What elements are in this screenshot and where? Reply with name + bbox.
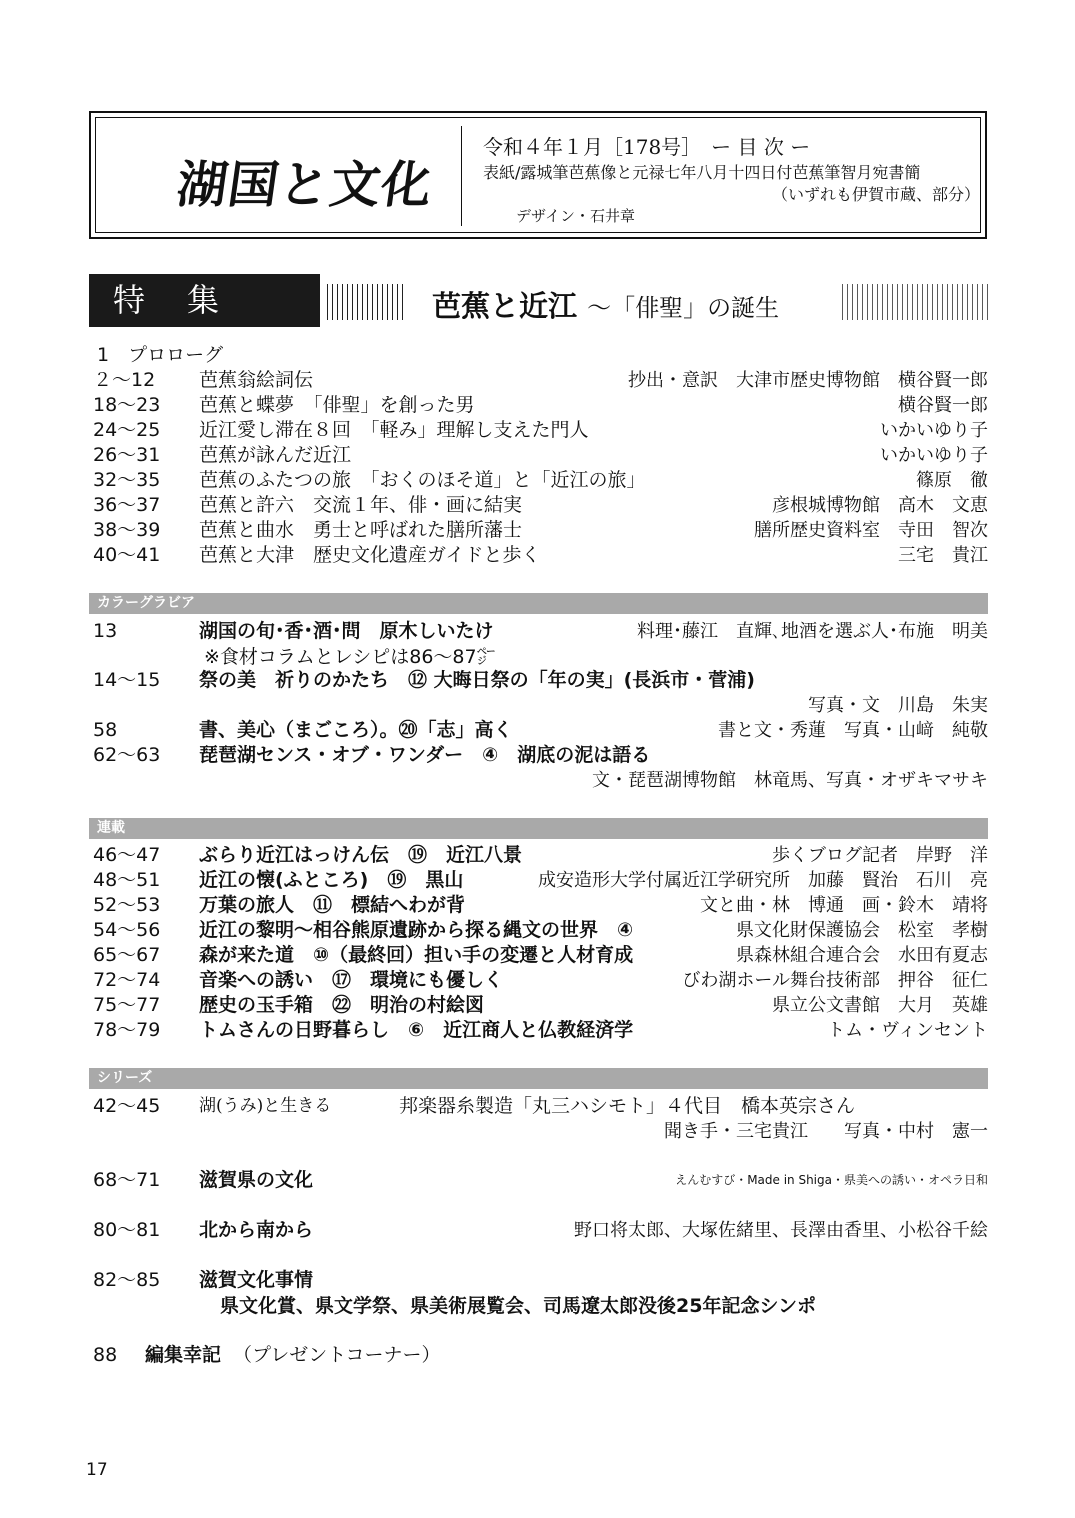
feature-title — [432, 284, 779, 325]
toc-title: 芭蕉と大津 歴史文化遺産ガイドと歩く — [199, 544, 541, 566]
toc-title: 琵琶湖センス・オブ・ワンダー ④ 湖底の泥は語る — [199, 744, 651, 766]
toc-author: 歩くブログ記者 岸野 洋 — [772, 845, 988, 866]
toc-page: 75～77 — [93, 994, 161, 1016]
toc-page: 65～67 — [93, 944, 161, 966]
toc-row[interactable] — [93, 518, 988, 543]
toc-author: トム・ヴィンセント — [827, 1020, 988, 1041]
toc-author: 聞き手・三宅貴江 写真・中村 憲一 — [664, 1121, 988, 1142]
toc-page: 1 プロローグ — [97, 344, 224, 366]
decor-stripes-right — [842, 284, 988, 320]
toc-page: 14～15 — [93, 669, 161, 691]
toc-title: 祭の美 祈りのかたち ⑫ 大晦日祭の「年の実」(長浜市・菅浦) — [199, 669, 755, 691]
toc-author: 篠原 徹 — [916, 470, 988, 491]
toc-page: 46～47 — [93, 844, 161, 866]
feature-title-main: 芭蕉と近江 — [432, 289, 578, 323]
toc-author: いかいゆり子 — [880, 420, 988, 441]
toc-page: 52～53 — [93, 894, 161, 916]
toc-author: 県森林組合連合会 水田有夏志 — [736, 945, 988, 966]
toc-row[interactable] — [93, 943, 988, 968]
toc-title: 万葉の旅人 ⑪ 標結へわが背 — [199, 894, 466, 916]
toc-title: トムさんの日野暮らし ⑥ 近江商人と仏教経済学 — [199, 1019, 634, 1041]
toc-title: 歴史の玉手箱 ㉒ 明治の村絵図 — [199, 994, 485, 1016]
toc-row[interactable] — [93, 368, 988, 393]
toc-author: びわ湖ホール舞台技術部 押谷 征仁 — [682, 970, 988, 991]
toc-title: ぶらり近江はっけん伝 ⑲ 近江八景 — [199, 844, 523, 866]
toc-title: 森が来た道 ⑩（最終回）担い手の変遷と人材育成 — [199, 944, 634, 966]
toc-page: 88 — [93, 1344, 118, 1366]
toc-page: 58 — [93, 719, 118, 741]
toc-title: 芭蕉翁絵詞伝 — [199, 369, 314, 391]
toc-page: ２～12 — [93, 369, 156, 391]
toc-row[interactable] — [93, 468, 988, 493]
toc-row[interactable] — [93, 893, 988, 918]
toc-title: 芭蕉と許六 交流１年、俳・画に結実 — [199, 494, 523, 516]
toc-page: 42～45 — [93, 1095, 161, 1117]
toc-row[interactable] — [93, 1343, 988, 1368]
toc-author: 書と文・秀蓮 写真・山﨑 純敬 — [718, 720, 988, 741]
toc-row[interactable] — [93, 1268, 988, 1293]
toc-title: 滋賀県の文化 — [199, 1169, 314, 1191]
toc-title: 書、美心（まごころ）。⑳「志」高く — [199, 719, 513, 741]
toc-author: 野口将太郎、大塚佐緒里、長澤由香里、小松谷千絵 — [574, 1220, 988, 1241]
toc-page: 82～85 — [93, 1269, 161, 1291]
toc-row[interactable] — [93, 1018, 988, 1043]
toc-page: 78～79 — [93, 1019, 161, 1041]
toc-row[interactable] — [93, 1094, 988, 1119]
toc-row[interactable] — [93, 743, 988, 768]
toc-row[interactable] — [93, 993, 988, 1018]
cover-note: （いずれも伊賀市蔵、部分） — [772, 185, 981, 204]
decor-stripes-left — [327, 284, 407, 320]
toc-row[interactable] — [93, 343, 988, 368]
toc-page: 24～25 — [93, 419, 161, 441]
section-bar-series: シリーズ — [89, 1068, 988, 1089]
toc-author: 抄出・意訳 大津市歴史博物館 横谷賢一郎 — [628, 370, 988, 391]
toc-row[interactable] — [93, 843, 988, 868]
toc-page: 80～81 — [93, 1219, 161, 1241]
toc-page: 62～63 — [93, 744, 161, 766]
toc-page: 18～23 — [93, 394, 161, 416]
toc-title: 芭蕉と蝶夢 「俳聖」を創った男 — [199, 394, 475, 416]
toc-title: 近江の懐(ふところ) ⑲ 黒山 — [199, 869, 464, 891]
toc-title: 音楽への誘い ⑰ 環境にも優しく — [199, 969, 504, 991]
toc-row[interactable] — [93, 968, 988, 993]
toc-author: 横谷賢一郎 — [898, 395, 988, 416]
toc-page: 68～71 — [93, 1169, 161, 1191]
toc-page: 38～39 — [93, 519, 161, 541]
toc-page: 72～74 — [93, 969, 161, 991]
toc-row[interactable] — [93, 393, 988, 418]
toc-author: 成安造形大学付属近江学研究所 加藤 賢治 石川 亮 — [538, 870, 988, 891]
series-name: 湖(うみ)と生きる — [199, 1096, 332, 1116]
toc-title: 湖国の旬･香･酒･問 原木しいたけ — [199, 620, 494, 642]
issue-line: 令和４年１月［178号］ ー 目 次 ー — [483, 135, 811, 159]
toc-row[interactable] — [93, 1168, 988, 1193]
toc-title: 芭蕉と曲水 勇士と呼ばれた膳所藩士 — [199, 519, 523, 541]
toc-page: 32～35 — [93, 469, 161, 491]
toc-page: 13 — [93, 620, 118, 642]
toc-title: 近江の黎明～相谷熊原遺跡から探る縄文の世界 ④ — [199, 919, 634, 941]
toc-note: ※食材コラムとレシピは86～87㌻ — [204, 646, 496, 668]
toc-author: いかいゆり子 — [880, 445, 988, 466]
toc-author: 文と曲・林 博通 画・鈴木 靖将 — [700, 895, 988, 916]
toc-author: 彦根城博物館 高木 文恵 — [772, 495, 988, 516]
toc-row[interactable] — [93, 668, 988, 693]
toc-page: 36～37 — [93, 494, 161, 516]
toc-row[interactable] — [93, 418, 988, 443]
design-credit: デザイン・石井章 — [516, 207, 635, 225]
toc-page: 54～56 — [93, 919, 161, 941]
page-number: 17 — [86, 1460, 108, 1480]
toc-author: 膳所歴史資料室 寺田 智次 — [754, 520, 988, 541]
magazine-logo: 湖国と文化 — [173, 155, 437, 214]
toc-page: 26～31 — [93, 444, 161, 466]
toc-title: 邦楽器糸製造「丸三ハシモト」４代目 橋本英宗さん — [399, 1095, 856, 1117]
toc-author: えんむすび・Made in Shiga・県美への誘い・オペラ日和 — [675, 1173, 988, 1187]
toc-row[interactable] — [93, 619, 988, 644]
header-divider — [461, 126, 462, 226]
toc-author: 文・琵琶湖博物館 林竜馬、写真・オザキマサキ — [592, 770, 988, 791]
toc-title: 近江愛し滞在８回 「軽み」理解し支えた門人 — [199, 419, 589, 441]
toc-author: 写真・文 川島 朱実 — [808, 695, 988, 716]
toc-page: 48～51 — [93, 869, 161, 891]
toc-row[interactable] — [93, 868, 988, 893]
section-bar-serial: 連載 — [89, 818, 988, 839]
toc-title: 芭蕉のふたつの旅 「おくのほそ道」と「近江の旅」 — [199, 469, 646, 491]
toc-row[interactable] — [93, 493, 988, 518]
toc-row[interactable] — [93, 718, 988, 743]
feature-label: 特集 — [89, 274, 320, 327]
section-bar-gravure: カラーグラビア — [89, 593, 988, 614]
toc-row[interactable] — [93, 918, 988, 943]
toc-row[interactable] — [93, 443, 988, 468]
toc-title: 芭蕉が詠んだ近江 — [199, 444, 352, 466]
feature-subtitle: ～「俳聖」の誕生 — [587, 294, 780, 322]
toc-author: 三宅 貴江 — [898, 545, 988, 566]
toc-author: 料理･藤江 直輝､地酒を選ぶ人･布施 明美 — [637, 621, 988, 642]
toc-title: 滋賀文化事情 — [199, 1269, 314, 1291]
toc-author: 県文化財保護協会 松室 孝樹 — [736, 920, 988, 941]
toc-subtitle: （プレゼントコーナー） — [233, 1344, 441, 1366]
toc-row[interactable] — [93, 1218, 988, 1243]
toc-page: 40～41 — [93, 544, 161, 566]
toc-row[interactable] — [93, 543, 988, 568]
toc-title: 編集幸記 — [145, 1344, 222, 1366]
toc-author: 県立公文書館 大月 英雄 — [772, 995, 988, 1016]
cover-caption: 表紙/露城筆芭蕉像と元禄七年八月十四日付芭蕉筆智月宛書簡 — [483, 163, 921, 182]
toc-title: 北から南から — [199, 1219, 314, 1241]
toc-subtitle: 県文化賞、県文学祭、県美術展覧会、司馬遼太郎没後25年記念シンポ — [220, 1295, 816, 1317]
